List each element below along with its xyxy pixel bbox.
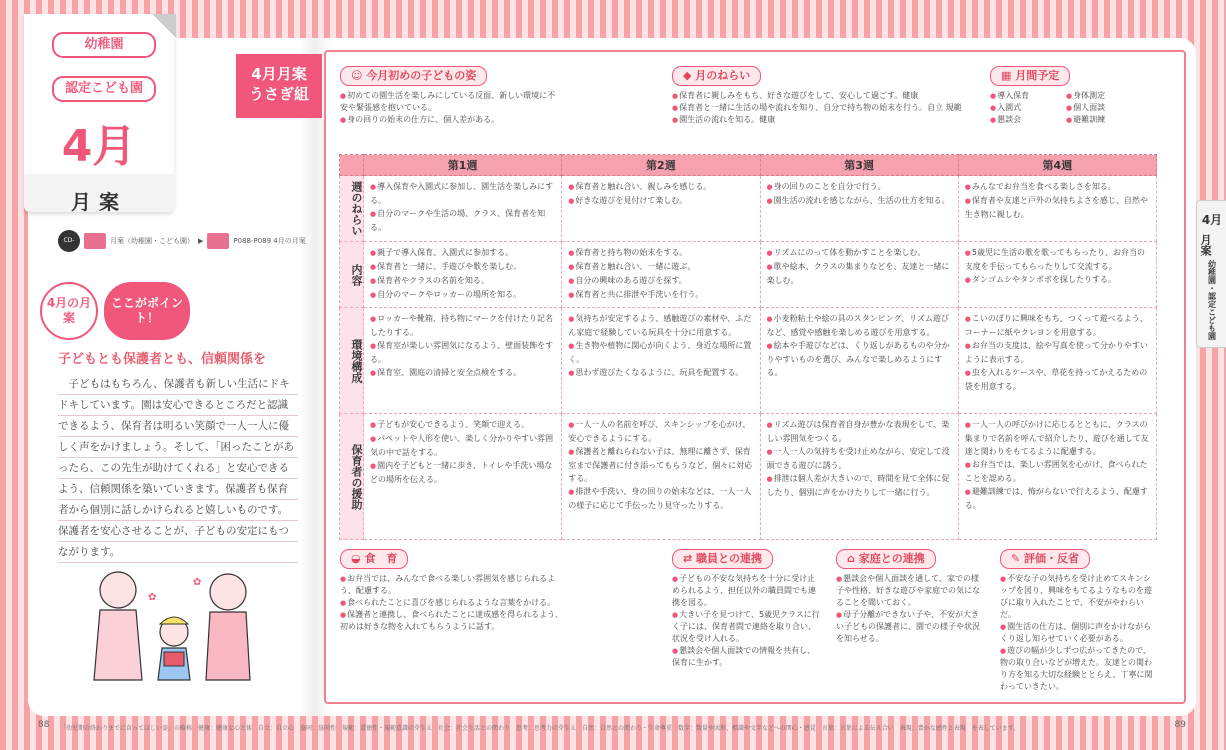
cell-item: ● 気持ちが安定するよう、感触遊びの素材や、ふだん家庭で経験している玩具を十分に用意する。 bbox=[568, 312, 753, 339]
row-label-weekly-goals: 週のねらい bbox=[340, 176, 364, 242]
list-item: ● 懇談会や個人面談での情報を共有し、保育に生かす。 bbox=[672, 645, 822, 669]
week-header: 第2週 bbox=[562, 155, 760, 176]
section-children-state bbox=[340, 66, 487, 86]
cell-item: ● 身の回りのことを自分で行う。 bbox=[767, 180, 952, 194]
cell-item: ● 避難訓練では、怖がらないで行えるよう、配慮する。 bbox=[965, 485, 1150, 512]
cell-item: ● 好きな遊びを見付けて楽しむ。 bbox=[568, 194, 753, 208]
cell-item: ● パペットや人形を使い、楽しく分かりやすい雰囲気の中で話をする。 bbox=[370, 432, 555, 459]
cell-item: ● 保育者と触れ合い、一緒に遊ぶ。 bbox=[568, 260, 753, 274]
key-point-bubble: ここがポイント！ bbox=[104, 282, 190, 340]
cell-item: ● 保育者と一緒に、手遊びや歌を楽しむ。 bbox=[370, 260, 555, 274]
table-row bbox=[340, 414, 1157, 540]
home-coordination-list bbox=[836, 573, 986, 645]
table-row bbox=[340, 176, 1157, 242]
list-item: ● 大きい子を見つけて、5歳児クラスに行く子には、保育者間で連絡を取り合い、状況を受け入れる。 bbox=[672, 609, 822, 645]
cell-item: ● 歌や絵本、クラスの集まりなどを、友達と一緒に楽しむ。 bbox=[767, 260, 952, 287]
table-cell bbox=[760, 414, 958, 540]
table-cell bbox=[562, 176, 760, 242]
document-title: 月案 bbox=[71, 190, 127, 214]
page-number-right: 89 bbox=[1174, 720, 1186, 730]
table-row bbox=[340, 308, 1157, 414]
folder-icon bbox=[207, 233, 229, 249]
list-item: ● 初めての園生活を楽しみにしている反面、新しい環境に不安や緊張感を抱いている。 bbox=[340, 90, 562, 114]
svg-text:✿: ✿ bbox=[193, 577, 202, 588]
cell-item: ● 保育者と持ち物の始末をする。 bbox=[568, 246, 753, 260]
arrow-right-icon: ▶ bbox=[198, 237, 204, 245]
table-cell bbox=[760, 242, 958, 308]
left-body-text: 子どもはもちろん、保護者も新しい生活にドキドキしています。園は安心できるところだと認識できるよう、保育者は明るい笑顔で一人一人に優しく声をかけましょう。そして、「困ったことがあったら、この先生が助けてくれる」と安心できるよう、信頼関係を築いていきます。保護者も保育者から個別に話しかけられると嬉しいものです。保護者を安心させることが、子どもの安定にもつながります。 bbox=[58, 374, 298, 563]
month-title: 4月 bbox=[61, 121, 137, 172]
list-item: ● 入園式 bbox=[990, 102, 1060, 114]
svg-text:✿: ✿ bbox=[148, 592, 157, 603]
list-item: ● お弁当では、みんなで食べる楽しい雰囲気を感じられるよう、配慮する。 bbox=[340, 573, 566, 597]
table-cell bbox=[958, 308, 1156, 414]
left-heading: 子どもとも保護者とも、信頼関係を bbox=[58, 352, 267, 367]
cell-item: ● 自分のマークやロッカーの場所を知る。 bbox=[370, 288, 555, 302]
week-header: 第4週 bbox=[958, 155, 1156, 176]
section-monthly-schedule bbox=[990, 66, 1070, 86]
list-item: ● 懇談会 bbox=[990, 114, 1060, 126]
list-item: ● 遊びの幅が少しずつ広がってきたので、物の取り合いなどが増えた。友達との関わり方を知る大切な経験ととらえ、丁寧に関わっていきたい。 bbox=[1000, 645, 1156, 693]
section-title: 評価・反省 bbox=[1024, 552, 1080, 565]
evaluation-list bbox=[1000, 573, 1156, 693]
table-corner bbox=[340, 155, 364, 176]
cell-item: ● 園内を子どもと一緒に歩き、トイレや手洗い場などの場所を伝える。 bbox=[370, 459, 555, 486]
list-item: ● 身体測定 bbox=[1066, 90, 1156, 102]
list-item: ● 保護者と連携し、食べられたことに達成感を得られるよう、初めは好きな物を入れてもらうように話す。 bbox=[340, 609, 566, 633]
list-item: ● 保育者に親しみをもち、好きな遊びをして、安心して過ごす。健康 bbox=[672, 90, 972, 102]
section-title: 職員との連携 bbox=[696, 552, 763, 565]
cell-item: ● 一人一人の名前を呼び、スキンシップを心がけ、安心できるようにする。 bbox=[568, 418, 753, 445]
folder-icon bbox=[84, 233, 106, 249]
table-cell bbox=[364, 414, 562, 540]
list-item: ● 避難訓練 bbox=[1066, 114, 1156, 126]
cell-item: ● 一人一人の気持ちを受け止めながら、安定して没頭できる遊びに誘う。 bbox=[767, 445, 952, 472]
cell-item: ● 排泄や手洗い、身の回りの始末などは、一人一人の様子に応じて手伝ったり見守ったりする。 bbox=[568, 485, 753, 512]
cell-item: ● 保育者と触れ合い、親しみを感じる。 bbox=[568, 180, 753, 194]
cell-item: ● 親子で導入保育、入園式に参加する。 bbox=[370, 246, 555, 260]
cd-rom-path bbox=[58, 230, 306, 266]
section-monthly-goals bbox=[672, 66, 761, 86]
list-item: ● 個人面談 bbox=[1066, 102, 1156, 114]
tag-icon: ✎ bbox=[1011, 552, 1025, 565]
cell-item: ● 保育者と共に排泄や手洗いを行う。 bbox=[568, 288, 753, 302]
cell-item: ● ダンゴムシやタンポポを探したりする。 bbox=[965, 273, 1150, 287]
table-cell bbox=[958, 242, 1156, 308]
table-cell bbox=[562, 242, 760, 308]
exchange-arrows-icon: ⇄ bbox=[683, 552, 697, 565]
side-tab-sub: 幼稚園・認定こども園 bbox=[1207, 260, 1217, 340]
footer-legend: 「幼児期の終わりまでに育ってほしい姿」の略称 健康：健康な心と体 自立：自立心 協同：協同性 規範：道徳性・規範意識の芽生え 社会：社会生活との関わり 思考：思考力の芽生え 自然：自然との関わり・生命尊重 数字：数量や図形、標識や文字などへの関心・感覚 言葉：言葉による伝え合い 表現：豊かな感性と表現 を表しています。 bbox=[60, 725, 1020, 732]
month-tag bbox=[24, 14, 174, 212]
illustration-parents-child bbox=[78, 560, 268, 700]
list-item: ● 導入保育 bbox=[990, 90, 1060, 102]
list-item: ● 懇談会や個人面談を通して、家での様子や性格、好きな遊びや家庭での気になることを聞いておく。 bbox=[836, 573, 986, 609]
side-tab-label: 月案 bbox=[1199, 234, 1212, 256]
table-cell bbox=[364, 242, 562, 308]
staff-coordination-list bbox=[672, 573, 822, 669]
table-row bbox=[340, 242, 1157, 308]
section-evaluation bbox=[1000, 549, 1090, 569]
cell-item: ● 5歳児に生活の歌を歌ってもらったり、お弁当の支度を手伝ってもらったりして交流する。 bbox=[965, 246, 1150, 273]
cell-item: ● ロッカーや靴箱、持ち物にマークを付けたり記名したりする。 bbox=[370, 312, 555, 339]
section-food-education bbox=[340, 549, 408, 569]
table-cell bbox=[958, 176, 1156, 242]
cell-item: ● お弁当では、楽しい雰囲気を心がけ、食べられたことを認める。 bbox=[965, 458, 1150, 485]
bowl-icon: ◒ bbox=[351, 552, 365, 565]
cell-item: ● リズムにのって体を動かすことを楽しむ。 bbox=[767, 246, 952, 260]
page-corner-fold bbox=[152, 14, 176, 38]
table-cell bbox=[760, 308, 958, 414]
table-cell bbox=[562, 414, 760, 540]
row-label-environment: 環境構成 bbox=[340, 308, 364, 414]
cell-item: ● みんなでお弁当を食べる楽しさを知る。 bbox=[965, 180, 1150, 194]
plan-title-class: うさぎ組 bbox=[248, 85, 309, 103]
cell-item: ● こいのぼりに興味をもち、つくって遊べるよう、コーナーに紙やクレヨンを用意する。 bbox=[965, 312, 1150, 339]
cell-item: ● お弁当の支度は、絵や写真を使って分かりやすいように表示する。 bbox=[965, 339, 1150, 366]
section-title: 家庭との連携 bbox=[858, 552, 925, 565]
cell-item: ● 園生活の流れを感じながら、生活の仕方を知る。 bbox=[767, 194, 952, 208]
cell-item: ● 保育者や友達と戸外の気持ちよさを感じ、自然や生き物に親しむ。 bbox=[965, 194, 1150, 221]
week-header: 第3週 bbox=[760, 155, 958, 176]
cell-item: ● 保育室、園庭の清掃と安全点検をする。 bbox=[370, 366, 555, 380]
month-plan-bubble: 4月の月案 bbox=[40, 282, 98, 340]
list-item: ● 不安な子の気持ちを受け止めてスキンシップを図り、興味をもてるようなものを遊びに取り入れたことで、不安がやわらいだ。 bbox=[1000, 573, 1156, 621]
table-cell bbox=[562, 308, 760, 414]
nintei-badge: 認定こども園 bbox=[52, 76, 156, 102]
diamond-icon: ◆ bbox=[683, 69, 696, 82]
cd-rom-icon: CD-ROM bbox=[58, 230, 80, 252]
cell-item: ● 一人一人の呼びかけに応じるとともに、クラスの集まりで名前を呼んで紹介したり、遊びを通して友達と関わりをもてるように配慮する。 bbox=[965, 418, 1150, 458]
child-face-icon: ☺ bbox=[351, 69, 367, 82]
weekly-plan-table bbox=[339, 154, 1157, 540]
schedule-list-a bbox=[990, 90, 1060, 126]
section-title: 月間予定 bbox=[1015, 69, 1060, 82]
point-bubbles bbox=[40, 282, 190, 340]
row-label-teacher-support: 保育者の援助 bbox=[340, 414, 364, 540]
cell-item: ● 保育室が楽しい雰囲気になるよう、壁面装飾をする。 bbox=[370, 339, 555, 366]
plan-title-month: 4月月案 bbox=[251, 65, 307, 83]
table-cell bbox=[364, 176, 562, 242]
list-item: ● 食べられたことに喜びを感じられるような言葉をかける。 bbox=[340, 597, 566, 609]
side-index-tab[interactable] bbox=[1196, 200, 1226, 348]
list-item: ● 園生活の仕方は、個別に声をかけながらくり返し知らせていく必要がある。 bbox=[1000, 621, 1156, 645]
children-state-list bbox=[340, 90, 562, 126]
week-header: 第1週 bbox=[364, 155, 562, 176]
table-cell bbox=[760, 176, 958, 242]
house-icon: ⌂ bbox=[847, 552, 859, 565]
food-education-list bbox=[340, 573, 566, 633]
cell-item: ● 導入保育や入園式に参加し、園生活を楽しみにする。 bbox=[370, 180, 555, 207]
plan-title bbox=[236, 54, 322, 118]
section-staff-coordination bbox=[672, 549, 773, 569]
cell-item: ● 思わず遊びたくなるように、玩具を配置する。 bbox=[568, 366, 753, 380]
table-cell bbox=[364, 308, 562, 414]
calendar-icon: ▦ bbox=[1001, 69, 1016, 82]
cell-item: ● リズム遊びは保育者自身が豊かな表現をして、楽しい雰囲気をつくる。 bbox=[767, 418, 952, 445]
cell-item: ● 自分の興味のある遊びを探す。 bbox=[568, 274, 753, 288]
list-item: ● 子どもの不安な気持ちを十分に受け止められるよう、担任以外の職員間でも連携を図る。 bbox=[672, 573, 822, 609]
list-item: ● 保育者と一緒に生活の場や流れを知り、自分で持ち物の始末を行う。自立 規範 bbox=[672, 102, 972, 114]
cell-item: ● 保育者やクラスの名前を知る。 bbox=[370, 274, 555, 288]
section-title: 月のねらい bbox=[695, 69, 751, 82]
cell-item: ● 生き物や植物に関心が向くよう、身近な場所に置く。 bbox=[568, 339, 753, 366]
side-tab-month: 4月 bbox=[1201, 213, 1223, 227]
kindergarten-badge: 幼稚園 bbox=[52, 32, 156, 58]
list-item: ● 園生活の流れを知る。健康 bbox=[672, 114, 972, 126]
list-item: ● 身の回りの始末の仕方に、個人差がある。 bbox=[340, 114, 562, 126]
cell-item: ● 排泄は個人差が大きいので、時間を見て全体に促したり、個別に声をかけたりして一緒に行う。 bbox=[767, 472, 952, 499]
monthly-goals-list bbox=[672, 90, 972, 126]
cell-item: ● 小麦粉粘土や絵の具のスタンピング、リズム遊びなど、感覚や感触を楽しめる遊びを用意する。 bbox=[767, 312, 952, 339]
cell-item: ● 保護者と離れられない子は、無理に離さず、保育室まで保護者に付き添ってもらうなど、個々に対応する。 bbox=[568, 445, 753, 485]
cd-path-folder: 月案（幼稚園・こども園） bbox=[110, 237, 194, 245]
list-item: ● 母子分離ができない子や、不安が大きい子どもの保護者に、園での様子や状況を知らせる。 bbox=[836, 609, 986, 645]
table-header-row bbox=[340, 155, 1157, 176]
section-title: 今月初めの子どもの姿 bbox=[366, 69, 477, 82]
cd-path-file: P088-P089 4月の月案 bbox=[233, 237, 306, 245]
page-number-left: 88 bbox=[38, 720, 50, 730]
table-cell bbox=[958, 414, 1156, 540]
cell-item: ● 自分のマークや生活の場、クラス、保育者を知る。 bbox=[370, 207, 555, 234]
schedule-list-b bbox=[1066, 90, 1156, 126]
cell-item: ● 絵本や手遊びなどは、くり返しがあるものや分かりやすいものを選び、みんなで楽しめるようにする。 bbox=[767, 339, 952, 379]
cell-item: ● 子どもが安心できるよう、笑顔で迎える。 bbox=[370, 418, 555, 432]
section-title: 食 育 bbox=[364, 552, 398, 565]
cell-item: ● 虫を入れるケースや、草花を持ってかえるための袋を用意する。 bbox=[965, 366, 1150, 393]
section-home-coordination bbox=[836, 549, 936, 569]
row-label-content: 内容 bbox=[340, 242, 364, 308]
